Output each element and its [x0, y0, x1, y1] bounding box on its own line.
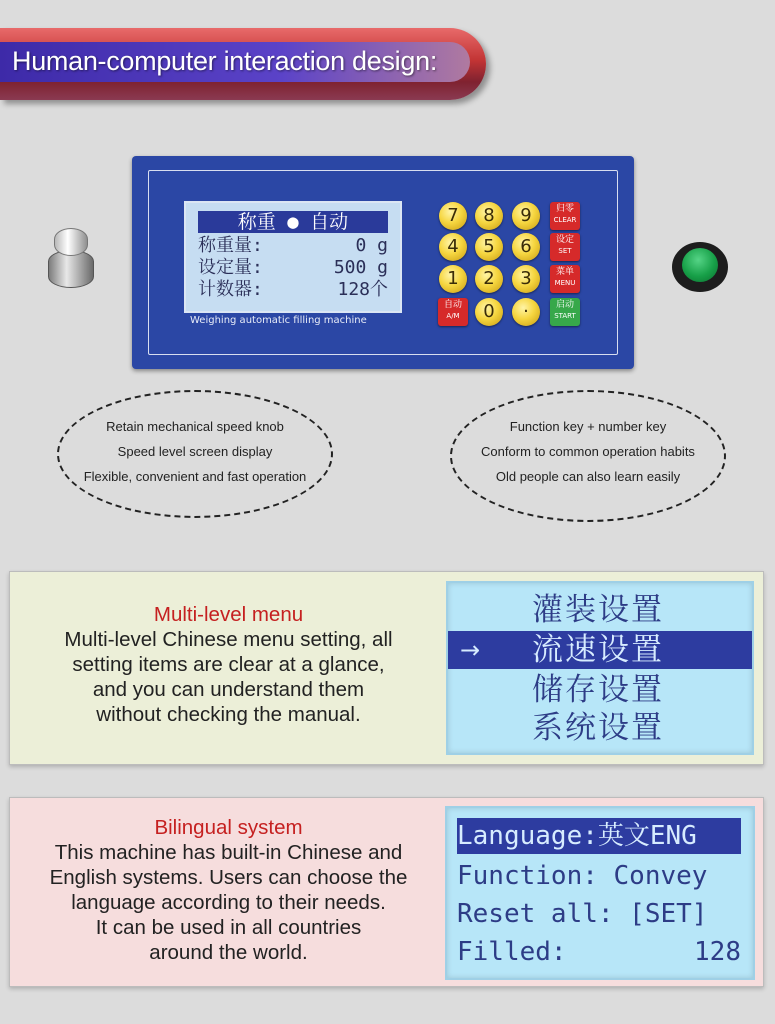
- callout-line: Old people can also learn easily: [495, 469, 681, 484]
- key-0[interactable]: 0: [475, 298, 503, 326]
- speed-knob[interactable]: [48, 228, 92, 286]
- multilevel-line: and you can understand them: [92, 678, 365, 701]
- menu-item-label: 储存设置: [532, 672, 664, 708]
- multilevel-text: [10, 602, 447, 727]
- menu-item-label: 流速设置: [532, 632, 664, 668]
- key-7[interactable]: 7: [439, 202, 467, 230]
- bilingual-text: [10, 815, 447, 965]
- bilingual-line: around the world.: [149, 941, 308, 964]
- bilingual-line: This machine has built-in Chinese and: [54, 841, 403, 864]
- panel-caption: Weighing automatic filling machine: [190, 315, 367, 326]
- lcd-header: [198, 211, 388, 233]
- lcd-display: [184, 201, 402, 313]
- callout-line: Function key + number key: [509, 419, 667, 434]
- clear-button-cn: 归零: [555, 204, 574, 214]
- reset-row[interactable]: [457, 896, 741, 932]
- bilingual-line: English systems. Users can choose the: [49, 866, 408, 889]
- menu-button-en: MENU: [554, 279, 576, 287]
- key-dot[interactable]: ·: [512, 298, 540, 326]
- menu-button[interactable]: [550, 265, 580, 293]
- lcd-row-value: 0 g: [355, 235, 388, 256]
- header-banner: [0, 28, 486, 100]
- start-button-en: START: [554, 312, 576, 320]
- lcd-row-counter: [198, 279, 388, 301]
- multilevel-line: setting items are clear at a glance,: [72, 653, 385, 676]
- page-title: Human-computer interaction design:: [12, 46, 438, 76]
- bilingual-title: Bilingual system: [154, 816, 303, 839]
- key-6[interactable]: 6: [512, 233, 540, 261]
- key-1[interactable]: 1: [439, 265, 467, 293]
- controller-panel: [132, 156, 634, 369]
- set-button-en: SET: [558, 247, 572, 255]
- multilevel-line: Multi-level Chinese menu setting, all: [64, 628, 393, 651]
- auto-manual-button[interactable]: [438, 298, 468, 326]
- callout-line: Flexible, convenient and fast operation: [83, 469, 307, 484]
- lcd-header-dot: ●: [287, 211, 299, 233]
- auto-button-cn: 自动: [443, 300, 462, 310]
- menu-button-cn: 菜单: [555, 267, 574, 277]
- green-push-button[interactable]: [672, 242, 728, 292]
- key-2[interactable]: 2: [475, 265, 503, 293]
- filled-row-label: Filled:: [457, 937, 567, 967]
- menu-item-label: 灌装设置: [532, 592, 664, 628]
- callout-line: Retain mechanical speed knob: [106, 419, 284, 434]
- function-row-label: Function: Convey: [457, 861, 708, 891]
- lcd-row-value: 500 g: [333, 257, 388, 278]
- bilingual-line: It can be used in all countries: [95, 916, 362, 939]
- bilingual-line: language according to their needs.: [71, 891, 386, 914]
- key-4[interactable]: 4: [439, 233, 467, 261]
- callout-knob: [57, 390, 333, 518]
- lcd-row-setpoint: [198, 257, 388, 279]
- callout-keys: [450, 390, 726, 522]
- multilevel-line: without checking the manual.: [96, 703, 361, 726]
- lcd-row-label: 设定量:: [198, 257, 263, 278]
- menu-item-selected[interactable]: [448, 631, 752, 669]
- callout-line: Conform to common operation habits: [481, 444, 695, 459]
- arrow-right-icon: →: [460, 636, 483, 664]
- language-screen: [445, 806, 755, 980]
- filled-row: [457, 934, 741, 970]
- set-button-cn: 设定: [555, 235, 574, 245]
- green-button-cap: [682, 248, 718, 282]
- key-3[interactable]: 3: [512, 265, 540, 293]
- language-row[interactable]: [457, 818, 741, 854]
- clear-button[interactable]: [550, 202, 580, 230]
- menu-screen: [446, 581, 754, 755]
- key-5[interactable]: 5: [475, 233, 503, 261]
- lcd-header-left: 称重: [237, 211, 276, 233]
- lcd-header-right: 自动: [310, 211, 349, 233]
- multilevel-title: Multi-level menu: [153, 603, 304, 626]
- function-row[interactable]: [457, 858, 741, 894]
- knob-cap: [54, 228, 88, 256]
- filled-row-value: 128: [694, 937, 741, 967]
- start-button[interactable]: [550, 298, 580, 326]
- lcd-row-label: 称重量:: [198, 235, 263, 256]
- auto-button-en: A/M: [446, 312, 460, 320]
- key-9[interactable]: 9: [512, 202, 540, 230]
- callout-line: Speed level screen display: [117, 444, 273, 459]
- language-row-label: Language:英文ENG: [457, 821, 697, 851]
- clear-button-en: CLEAR: [553, 216, 577, 224]
- menu-item-label: 系统设置: [532, 710, 664, 746]
- set-button[interactable]: [550, 233, 580, 261]
- lcd-row-label: 计数器:: [198, 279, 263, 300]
- menu-item[interactable]: [448, 709, 752, 747]
- lcd-row-value: 128个: [337, 279, 388, 300]
- reset-row-label: Reset all: [SET]: [457, 899, 708, 929]
- key-8[interactable]: 8: [475, 202, 503, 230]
- start-button-cn: 启动: [555, 300, 574, 310]
- menu-item[interactable]: [448, 591, 752, 629]
- lcd-row-weight: [198, 235, 388, 257]
- menu-item[interactable]: [448, 671, 752, 709]
